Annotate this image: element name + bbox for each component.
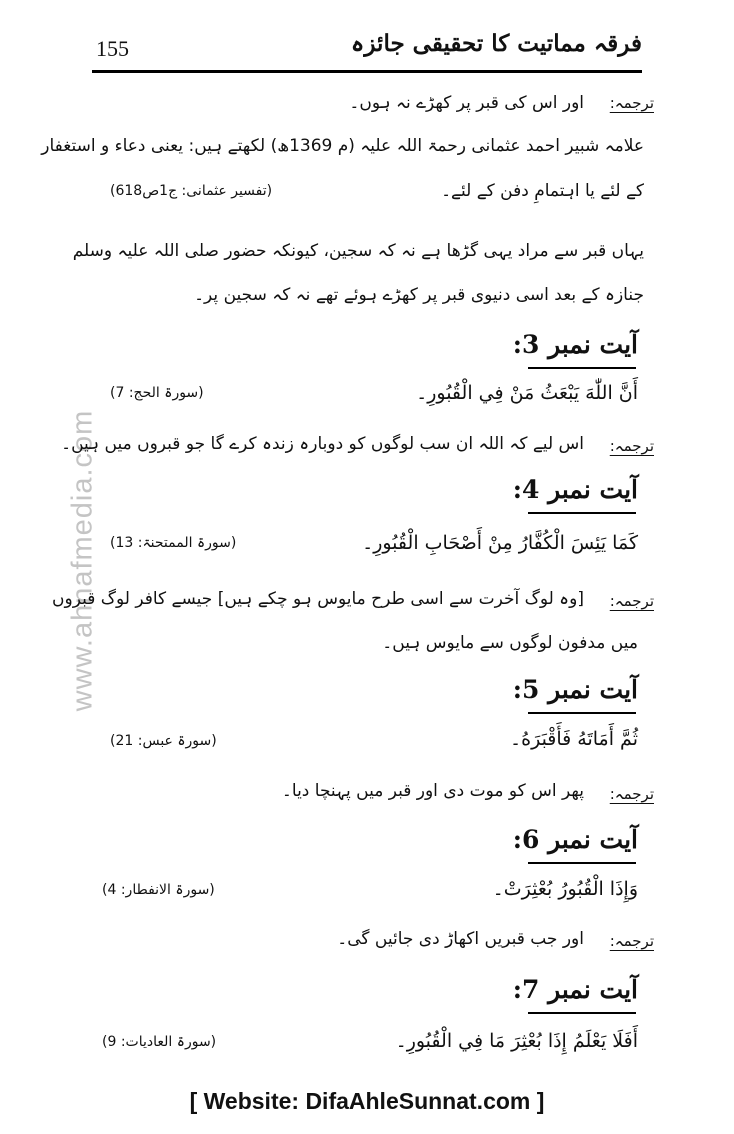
translation-label: ترجمہ:: [609, 785, 654, 803]
translation-text: اور اس کی قبر پر کھڑے نہ ہوں۔: [349, 93, 584, 113]
surah-reference: (سورۃ عبس: 21): [110, 733, 217, 749]
ayah-heading: آیت نمبر 7:: [512, 975, 638, 1004]
ayah-text: أَفَلَا يَعْلَمُ إِذَا بُعْثِرَ مَا فِي الْقُبُورِ۔: [395, 1030, 638, 1052]
translation-text: اور جب قبریں اکھاڑ دی جائیں گی۔: [337, 929, 584, 949]
citation: (تفسیر عثمانی: ج1ص618): [110, 183, 273, 199]
translation-label: ترجمہ:: [609, 592, 654, 610]
translation-label: ترجمہ:: [609, 94, 654, 112]
heading-underline: [528, 1012, 636, 1014]
heading-underline: [528, 862, 636, 864]
translation-text: اس لیے کہ اللہ ان سب لوگوں کو دوبارہ زندہ کرے گا جو قبروں میں ہیں۔: [61, 434, 584, 454]
translation-text: پھر اس کو موت دی اور قبر میں پہنچا دیا۔: [281, 781, 584, 801]
surah-reference: (سورۃ العادیات: 9): [102, 1034, 217, 1050]
translation-label: ترجمہ:: [609, 437, 654, 455]
ayah-text: أَنَّ اللّٰهَ يَبْعَثُ مَنْ فِي الْقُبُورِ۔: [416, 382, 638, 404]
surah-reference: (سورۃ الممتحنۃ: 13): [110, 535, 237, 551]
ayah-text: ثُمَّ أَمَاتَهُ فَأَقْبَرَهُ۔: [510, 728, 638, 750]
surah-reference: (سورۃ الانفطار: 4): [102, 882, 215, 898]
paragraph-line: جنازہ کے بعد اسی دنیوی قبر پر کھڑے ہوئے تھے نہ کہ سجین پر۔: [194, 285, 644, 305]
page-number: 155: [96, 36, 129, 61]
heading-underline: [528, 367, 636, 369]
translation-text: میں مدفون لوگوں سے مایوس ہیں۔: [382, 633, 638, 653]
ayah-heading: آیت نمبر 6:: [512, 825, 638, 854]
ayah-text: كَمَا يَئِسَ الْكُفَّارُ مِنْ أَصْحَابِ الْقُبُورِ۔: [362, 532, 638, 554]
ayah-heading: آیت نمبر 5:: [512, 675, 638, 704]
surah-reference: (سورۃ الحج: 7): [110, 385, 204, 401]
paragraph-line: علامہ شبیر احمد عثمانی رحمۃ اللہ علیہ (م 1369ھ) لکھتے ہیں: یعنی دعاء و استغفار: [41, 136, 644, 156]
header-rule: [92, 70, 642, 73]
watermark: www.ahnafmedia.com: [66, 409, 99, 711]
paragraph-line: کے لئے یا اہتمامِ دفن کے لئے۔: [441, 181, 644, 201]
heading-underline: [528, 712, 636, 714]
translation-text: [وہ لوگ آخرت سے اسی طرح مایوس ہو چکے ہیں] جیسے کافر لوگ قبروں: [52, 589, 584, 609]
book-title: فرقہ مماتیت کا تحقیقی جائزہ: [350, 30, 642, 57]
ayah-heading: آیت نمبر 3:: [512, 330, 638, 359]
paragraph-line: یہاں قبر سے مراد یہی گڑھا ہے نہ کہ سجین، کیونکہ حضور صلی اللہ علیہ وسلم: [72, 241, 644, 261]
ayah-heading: آیت نمبر 4:: [512, 475, 638, 504]
translation-label: ترجمہ:: [609, 932, 654, 950]
ayah-text: وَإِذَا الْقُبُورُ بُعْثِرَتْ۔: [492, 878, 638, 900]
website-footer: [ Website: DifaAhleSunnat.com ]: [189, 1088, 545, 1114]
heading-underline: [528, 512, 636, 514]
